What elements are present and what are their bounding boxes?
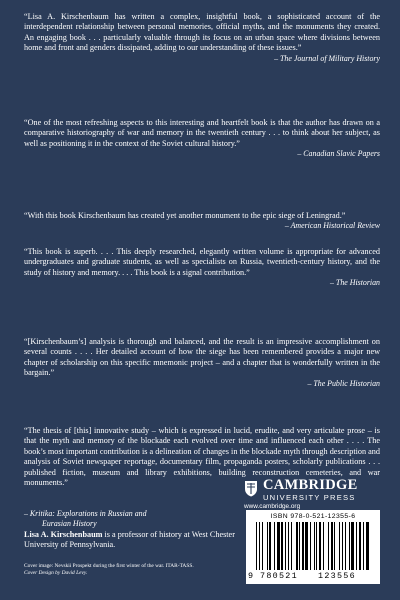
barcode-bar — [342, 522, 343, 570]
barcode-bar — [323, 522, 324, 570]
barcode-bar — [277, 522, 280, 570]
barcode-bar — [334, 522, 335, 570]
barcode-bar — [363, 522, 364, 570]
quote-text: “[Kirschenbaum’s] analysis is thorough and balanced, and the result is an impressive accomplishment on several counts . . . . Her detailed account of how the siege has been remembered provides a major new chapter of scholarship on this specific mnemonic project – and a chapter that is wonderfully written in the bargain.” — [24, 337, 380, 378]
review-quote-1 — [24, 12, 380, 64]
quote-source: – The Public Historian — [307, 378, 380, 388]
barcode-bar — [319, 522, 321, 570]
barcode-bar — [296, 522, 298, 570]
barcode-bar — [316, 522, 317, 570]
quote-source-line1: – Kritika: Explorations in Russian and — [24, 509, 147, 518]
barcode-bar — [328, 522, 329, 570]
barcode-first-digit: 9 — [248, 571, 254, 581]
barcode-bar — [269, 522, 271, 570]
cover-design-credit: Cover Design by David Levy. — [24, 570, 88, 576]
review-quote-5 — [24, 337, 380, 389]
barcode-bar — [299, 522, 300, 570]
barcode-bar — [345, 522, 346, 570]
quote-source-line2: Eurasian History — [42, 519, 97, 529]
cover-credits — [24, 563, 244, 577]
barcode-bar — [310, 522, 311, 570]
quote-text: “One of the most refreshing aspects to this interesting and heartfelt book is that the author has drawn on a comparative historiography of war and memory in the twentieth century . . . to think about her subject, as well as positioning it in the context of the Soviet cultural history.” — [24, 118, 380, 148]
quote-source: – Canadian Slavic Papers — [297, 149, 380, 159]
barcode-bar — [285, 522, 286, 570]
quote-source: – American Historical Review — [284, 221, 380, 231]
barcode — [246, 510, 380, 584]
barcode-bar — [288, 522, 289, 570]
quote-text: “With this book Kirschenbaum has created yet another monument to the epic siege of Leningrad.” — [24, 211, 346, 220]
quote-text: “This book is superb. . . . This deeply researched, elegantly written volume is appropriate for advanced undergraduates and graduate students, as well as specialists on Russia, twentieth-century history, and the study of history and memory. . . . This book is a signal contribution.” — [24, 247, 380, 277]
quote-text: “Lisa A. Kirschenbaum has written a complex, insightful book, a sophisticated account of the interdependent relationship between personal memories, official myths, and the monuments they created. An engaging book . . . particularly valuable through its focus on an urban space where divisions between home and front and genders dissipated, adding to our understanding of these issues.” — [24, 12, 380, 53]
barcode-group-2: 123556 — [318, 571, 356, 581]
barcode-bar — [314, 522, 315, 570]
barcode-bar — [331, 522, 333, 570]
publisher-url: www.cambridge.org — [244, 503, 301, 510]
barcode-bar — [305, 522, 308, 570]
barcode-bar — [291, 522, 292, 570]
barcode-bar — [349, 522, 350, 570]
barcode-bar — [339, 522, 340, 570]
barcode-bar — [262, 522, 263, 570]
shield-icon — [244, 480, 258, 497]
publisher-subname: UNIVERSITY PRESS — [263, 493, 356, 502]
publisher-name: CAMBRIDGE — [263, 477, 358, 493]
barcode-bar — [256, 522, 257, 570]
barcode-bars — [256, 522, 372, 570]
quote-source: – The Journal of Military History — [274, 53, 380, 63]
barcode-bar — [351, 522, 354, 570]
barcode-bar — [259, 522, 260, 570]
isbn-label: ISBN 978-0-521-12355-6 — [270, 513, 356, 520]
review-quote-3 — [24, 211, 380, 232]
quote-source: – The Historian — [330, 278, 380, 288]
barcode-bar — [281, 522, 283, 570]
barcode-bar — [267, 522, 268, 570]
review-quote-2 — [24, 118, 380, 160]
barcode-bar — [356, 522, 357, 570]
barcode-bar — [274, 522, 275, 570]
quote-text: “The thesis of [this] innovative study – which is expressed in lucid, erudite, and very articulate prose – is that the myth and memory of the blockade each evolved over time and influenced each other . . . . The book’s most important contribution is a delineation of changes in the blockade myth through description and analysis of Soviet newspaper reportage, documentary film, propaganda posters, scholarly publications . . . published fiction, museum and library exhibitions, building reconstruction cemeteries, and war monuments.” — [24, 426, 380, 488]
author-name: Lisa A. Kirschenbaum — [24, 530, 103, 539]
barcode-group-1: 780521 — [260, 571, 298, 581]
author-bio — [24, 530, 244, 551]
barcode-bar — [359, 522, 361, 570]
quote-source — [24, 509, 224, 530]
review-quote-4 — [24, 247, 380, 289]
author-bio-text: is a professor of history at West Chester University of Pennsylvania. — [24, 530, 235, 550]
barcode-bar — [302, 522, 304, 570]
cover-image-credit: Cover image: Nevskii Prospekt during the first winter of the war. ITAR-TASS. — [24, 563, 194, 569]
barcode-bar — [366, 522, 369, 570]
